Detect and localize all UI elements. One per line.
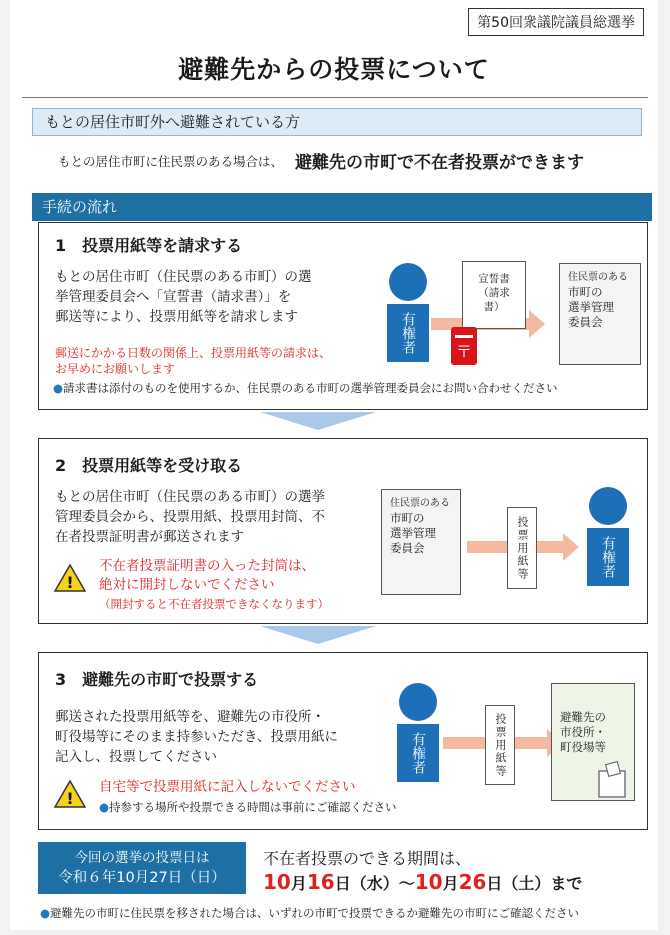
step-1-line: もとの居住市町（住民票のある市町）の選 bbox=[55, 269, 312, 285]
period-dates bbox=[263, 870, 582, 894]
office-line: 委員会 bbox=[390, 541, 425, 555]
period-label: 不在者投票のできる期間は、 bbox=[263, 849, 472, 868]
step-1-red-notice bbox=[55, 345, 331, 377]
office-line: 避難先の bbox=[560, 710, 606, 724]
voter-label: 有権者 bbox=[397, 724, 439, 782]
office-line: 選挙管理 bbox=[390, 526, 436, 540]
step-1-title: 1 投票用紙等を請求する bbox=[55, 236, 243, 255]
step-2-warn-line: 絶対に開封しないでください bbox=[99, 577, 275, 593]
ballot-document: 投票用紙等 bbox=[507, 507, 537, 589]
person-head-icon bbox=[389, 263, 427, 301]
svg-text:〒: 〒 bbox=[455, 342, 473, 361]
step-2-warn-line: 不在者投票証明書の入った封筒は、 bbox=[99, 558, 315, 574]
doc-line: 宣誓書 bbox=[478, 273, 510, 285]
month-char: 月 bbox=[442, 874, 459, 893]
step-3-title: 3 避難先の市町で投票する bbox=[55, 670, 259, 689]
office-line: 町役場等 bbox=[560, 740, 606, 754]
step-2-line: 管理委員会から、投票用紙、投票用封筒、不 bbox=[55, 509, 325, 525]
voter-figure bbox=[397, 683, 439, 782]
svg-text:!: ! bbox=[66, 573, 74, 592]
election-tag: 第50回衆議院議員総選挙 bbox=[468, 8, 644, 36]
warning-icon bbox=[53, 563, 87, 593]
office-line: 市町の bbox=[568, 285, 603, 299]
voter-label: 有権者 bbox=[587, 528, 629, 586]
oath-document bbox=[462, 261, 526, 329]
step-3-body bbox=[55, 707, 338, 767]
lead-text: もとの居住市町に住民票のある場合は、 bbox=[58, 154, 284, 169]
period-end-weekday: 日（土）まで bbox=[486, 874, 583, 893]
step-1-note bbox=[53, 380, 558, 396]
section-title-bar: 手続の流れ bbox=[32, 193, 652, 221]
step-1-panel bbox=[38, 222, 648, 410]
bullet-icon: ● bbox=[40, 906, 51, 920]
chevron-down-icon bbox=[260, 412, 376, 430]
month-char: 月 bbox=[290, 874, 307, 893]
step-3-note bbox=[99, 799, 397, 815]
person-head-icon bbox=[589, 487, 627, 525]
step-3-line: 町役場等にそのまま持参いただき、投票用紙に bbox=[55, 729, 338, 745]
doc-line: （請求書） bbox=[478, 287, 510, 313]
step-1-line: 挙管理委員会へ「宣誓書（請求書）」を bbox=[55, 289, 292, 305]
step-2-panel bbox=[38, 438, 648, 624]
bullet-icon: ● bbox=[53, 381, 64, 395]
step-1-note-text: 請求書は添付のものを使用するか、住民票のある市町の選挙管理委員会にお問い合わせください bbox=[63, 381, 558, 395]
office-line: 委員会 bbox=[568, 315, 603, 329]
ballot-document: 投票用紙等 bbox=[485, 705, 515, 785]
step-1-body bbox=[55, 267, 312, 327]
footer-note bbox=[40, 905, 579, 921]
vote-day-box bbox=[38, 842, 246, 894]
period-end-day: 26 bbox=[458, 870, 487, 894]
step-3-panel bbox=[38, 652, 648, 830]
chevron-down-icon bbox=[260, 626, 376, 644]
step-1-line: 郵送等により、投票用紙等を請求します bbox=[55, 309, 298, 325]
person-head-icon bbox=[399, 683, 437, 721]
office-line: 選挙管理 bbox=[568, 300, 614, 314]
step-2-warning bbox=[99, 557, 329, 614]
bullet-icon: ● bbox=[99, 800, 110, 814]
step-1-red-line: 郵送にかかる日数の関係上、投票用紙等の請求は、 bbox=[55, 346, 332, 360]
ballot-box-icon bbox=[597, 761, 627, 799]
vote-day-line: 令和６年10月27日（日） bbox=[58, 870, 226, 886]
office-line: 住民票のある bbox=[390, 498, 450, 509]
office-line: 市役所・ bbox=[560, 725, 606, 739]
warning-icon bbox=[53, 779, 87, 809]
lead-strong-text: 避難先の市町で不在者投票ができます bbox=[295, 153, 584, 173]
step-2-warn-sub: （開封すると不在者投票できなくなります） bbox=[99, 597, 329, 611]
page-title: 避難先からの投票について bbox=[178, 55, 490, 84]
voter-label: 有権者 bbox=[387, 304, 429, 362]
step-1-red-line: お早めにお願いします bbox=[55, 362, 176, 376]
period-start-month: 10 bbox=[263, 870, 291, 894]
voter-figure bbox=[587, 487, 629, 586]
step-2-body bbox=[55, 487, 325, 547]
target-subheader: もとの居住市町外へ避難されている方 bbox=[32, 108, 642, 136]
voter-figure bbox=[387, 263, 429, 362]
step-3-warning: 自宅等で投票用紙に記入しないでください bbox=[99, 779, 356, 795]
title-divider bbox=[22, 97, 648, 98]
vote-day-line: 今回の選挙の投票日は bbox=[74, 850, 210, 866]
mailbox-icon bbox=[449, 323, 479, 367]
period-end-month: 10 bbox=[414, 870, 443, 894]
office-line: 市町の bbox=[390, 511, 425, 525]
period-start-day: 16 bbox=[306, 870, 335, 894]
footer-note-text: 避難先の市町に住民票を移された場合は、いずれの市町で投票できるか避難先の市町にご確認ください bbox=[50, 906, 580, 920]
step-2-title: 2 投票用紙等を受け取る bbox=[55, 456, 243, 475]
flyer-page bbox=[10, 0, 658, 930]
office-line: 住民票のある bbox=[568, 272, 628, 283]
step-3-note-text: 持参する場所や投票できる時間は事前にご確認ください bbox=[109, 800, 397, 814]
step-2-line: 在者投票証明書が郵送されます bbox=[55, 529, 244, 545]
election-office-doc bbox=[381, 489, 461, 595]
election-office-doc bbox=[559, 263, 641, 365]
step-2-line: もとの居住市町（住民票のある市町）の選挙 bbox=[55, 489, 325, 505]
svg-text:!: ! bbox=[66, 789, 74, 808]
step-3-line: 郵送された投票用紙等を、避難先の市役所・ bbox=[55, 709, 325, 725]
period-start-weekday: 日（水）～ bbox=[334, 874, 415, 893]
step-3-line: 記入し、投票してください bbox=[55, 749, 217, 765]
